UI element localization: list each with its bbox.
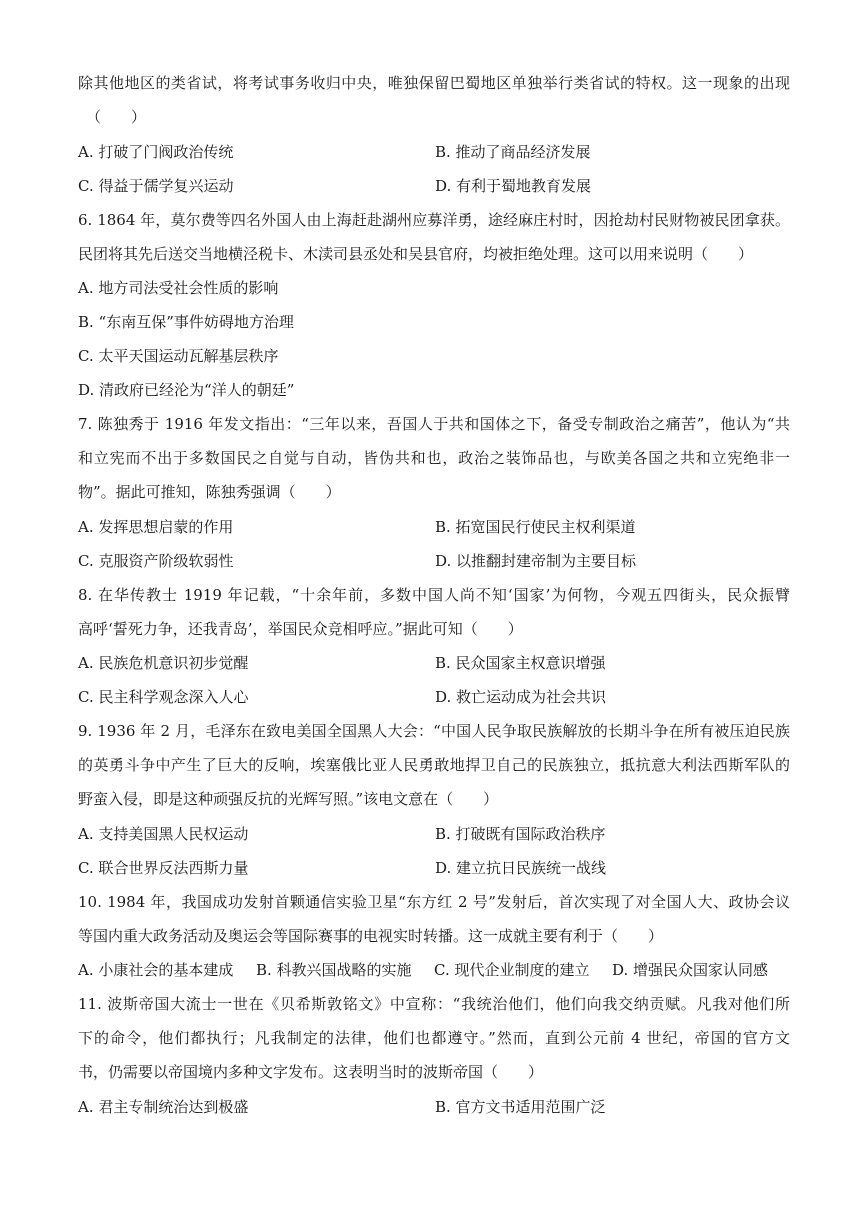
q5-option-d: D. 有利于蜀地教育发展 <box>435 177 592 195</box>
q9-option-c: C. 联合世界反法西斯力量 <box>78 859 249 877</box>
q6-stem-line-1: 6. 1864 年，莫尔费等四名外国人由上海赶赴湖州应募洋勇，途经麻庄村时，因抢劫村民财物被民团拿获。 <box>78 211 790 229</box>
q10-option-d: D. 增强民众国家认同感 <box>612 961 769 979</box>
q5-option-a: A. 打破了门阀政治传统 <box>78 143 234 161</box>
q8-option-a: A. 民族危机意识初步觉醒 <box>78 654 249 672</box>
q11-option-a: A. 君主专制统治达到极盛 <box>78 1098 249 1116</box>
q8-option-c: C. 民主科学观念深入人心 <box>78 688 249 706</box>
q10-option-b: B. 科教兴国战略的实施 <box>256 961 412 979</box>
q6-option-a: A. 地方司法受社会性质的影响 <box>78 279 279 297</box>
q7-option-d: D. 以推翻封建帝制为主要目标 <box>435 552 637 570</box>
q5-option-c: C. 得益于儒学复兴运动 <box>78 177 234 195</box>
q9-stem-line-3: 野蛮入侵，即是这种顽强反抗的光辉写照。”该电文意在（ ） <box>78 790 499 808</box>
q5-stem-line-1: 除其他地区的类省试，将考试事务收归中央，唯独保留巴蜀地区单独举行类省试的特权。这一现象的出现 <box>78 74 790 92</box>
q6-option-c: C. 太平天国运动瓦解基层秩序 <box>78 347 279 365</box>
q10-options-row <box>78 953 790 987</box>
q9-stem-line-2: 的英勇斗争中产生了巨大的反响，埃塞俄比亚人民勇敢地捍卫自己的民族独立，抵抗意大利法西斯军队的 <box>78 756 790 774</box>
q10-stem-line-1: 10. 1984 年，我国成功发射首颗通信实验卫星“东方红 2 号”发射后，首次实现了对全国人大、政协会议 <box>78 893 790 911</box>
q11-stem-line-1: 11. 波斯帝国大流士一世在《贝希斯敦铭文》中宣称：“我统治他们，他们向我交纳贡赋。凡我对他们所 <box>78 995 790 1013</box>
q5-answer-bracket: （ ） <box>86 108 147 126</box>
q6-option-b: B. “东南互保”事件妨碍地方治理 <box>78 313 294 331</box>
q7-stem-line-3: 物”。据此可推知，陈独秀强调（ ） <box>78 483 341 501</box>
q7-option-b: B. 拓宽国民行使民主权利渠道 <box>435 518 636 536</box>
q7-option-c: C. 克服资产阶级软弱性 <box>78 552 234 570</box>
q8-option-d: D. 救亡运动成为社会共识 <box>435 688 607 706</box>
q7-stem-line-2: 和立宪而不出于多数国民之自觉与自动，皆伪共和也，政治之装饰品也，与欧美各国之共和立宪绝非一 <box>78 449 790 467</box>
q8-stem-line-1: 8. 在华传教士 1919 年记载，“十余年前，多数中国人尚不知‘国家’为何物，今观五四街头，民众振臂 <box>78 586 790 604</box>
q11-option-b: B. 官方文书适用范围广泛 <box>435 1098 606 1116</box>
q11-stem-line-2: 下的命令，他们都执行；凡我制定的法律，他们也都遵守。”然而，直到公元前 4 世纪，帝国的官方文 <box>78 1029 790 1047</box>
q6-option-d: D. 清政府已经沦为“洋人的朝廷” <box>78 381 295 399</box>
q8-stem-line-2: 高呼‘誓死力争，还我青岛’，举国民众竞相呼应。”据此可知（ ） <box>78 620 523 638</box>
q8-option-b: B. 民众国家主权意识增强 <box>435 654 606 672</box>
q5-option-b: B. 推动了商品经济发展 <box>435 143 591 161</box>
q6-stem-line-2: 民团将其先后送交当地横泾税卡、木渎司县丞处和吴县官府，均被拒绝处理。这可以用来说明（ ） <box>78 245 754 263</box>
q9-option-a: A. 支持美国黑人民权运动 <box>78 825 249 843</box>
q9-stem-line-1: 9. 1936 年 2 月，毛泽东在致电美国全国黑人大会：“中国人民争取民族解放的长期斗争在所有被压迫民族 <box>78 722 790 740</box>
q10-option-a: A. 小康社会的基本建成 <box>78 961 234 979</box>
q10-stem-line-2: 等国内重大政务活动及奥运会等国际赛事的电视实时转播。这一成就主要有利于（ ） <box>78 927 664 945</box>
q11-stem-line-3: 书，仍需要以帝国境内多种文字发布。这表明当时的波斯帝国（ ） <box>78 1063 544 1081</box>
q7-option-a: A. 发挥思想启蒙的作用 <box>78 518 234 536</box>
q9-option-d: D. 建立抗日民族统一战线 <box>435 859 607 877</box>
q10-option-c: C. 现代企业制度的建立 <box>434 961 590 979</box>
q7-stem-line-1: 7. 陈独秀于 1916 年发文指出：“三年以来，吾国人于共和国体之下，备受专制政治之痛苦”，他认为“共 <box>78 415 790 433</box>
q9-option-b: B. 打破既有国际政治秩序 <box>435 825 606 843</box>
